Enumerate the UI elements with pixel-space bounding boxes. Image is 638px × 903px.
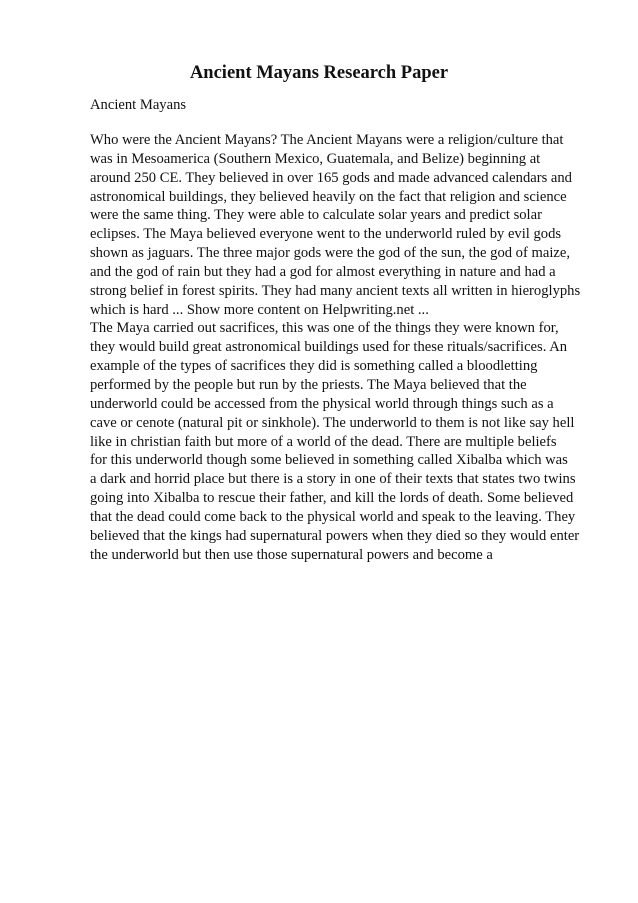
body-line: for this underworld though some believed in something called Xibalba which was — [90, 452, 568, 469]
body-line: which is hard ... Show more content on Helpwriting.net ... — [90, 301, 429, 318]
document-title: Ancient Mayans Research Paper — [189, 63, 449, 83]
body-line: like in christian faith but more of a world of the dead. There are multiple beliefs — [90, 433, 557, 450]
body-line: the underworld but then use those supernatural powers and become a — [90, 546, 493, 563]
body-line: they would build great astronomical buildings used for these rituals/sacrifices. An — [90, 339, 568, 356]
body-line: astronomical buildings, they believed heavily on the fact that religion and science — [90, 188, 567, 205]
body-line: and the god of rain but they had a god for almost everything in nature and had a — [90, 263, 556, 280]
body-line: strong belief in forest spirits. They had many ancient texts all written in hieroglyphs — [90, 282, 581, 299]
body-line: that the dead could come back to the physical world and speak to the leaving. They — [90, 508, 576, 525]
body-line: cave or cenote (natural pit or sinkhole). The underworld to them is not like say hell — [90, 414, 575, 431]
body-line: going into Xibalba to rescue their father, and kill the lords of death. Some believed — [90, 490, 574, 507]
body-line: example of the types of sacrifices they did is something called a bloodletting — [90, 358, 538, 375]
body-line: eclipses. The Maya believed everyone went to the underworld ruled by evil gods — [90, 226, 562, 243]
body-line: underworld could be accessed from the physical world through things such as a — [90, 395, 554, 412]
body-line: was in Mesoamerica (Southern Mexico, Guatemala, and Belize) beginning at — [90, 150, 541, 167]
body-line: Who were the Ancient Mayans? The Ancient Mayans were a religion/culture that — [90, 132, 564, 148]
body-line: believed that the kings had supernatural powers when they died so they would enter — [90, 527, 580, 544]
document-body — [90, 131, 590, 564]
body-line: were the same thing. They were able to calculate solar years and predict solar — [90, 207, 542, 224]
body-line: a dark and horrid place but there is a story in one of their texts that states two twins — [90, 471, 576, 488]
body-line: The Maya carried out sacrifices, this was one of the things they were known for, — [90, 320, 559, 337]
body-line: shown as jaguars. The three major gods were the god of the sun, the god of maize, — [90, 245, 570, 262]
document-subheading: Ancient Mayans — [90, 97, 187, 113]
body-line: performed by the people but run by the priests. The Maya believed that the — [90, 376, 527, 393]
body-line: around 250 CE. They believed in over 165 gods and made advanced calendars and — [90, 169, 572, 186]
